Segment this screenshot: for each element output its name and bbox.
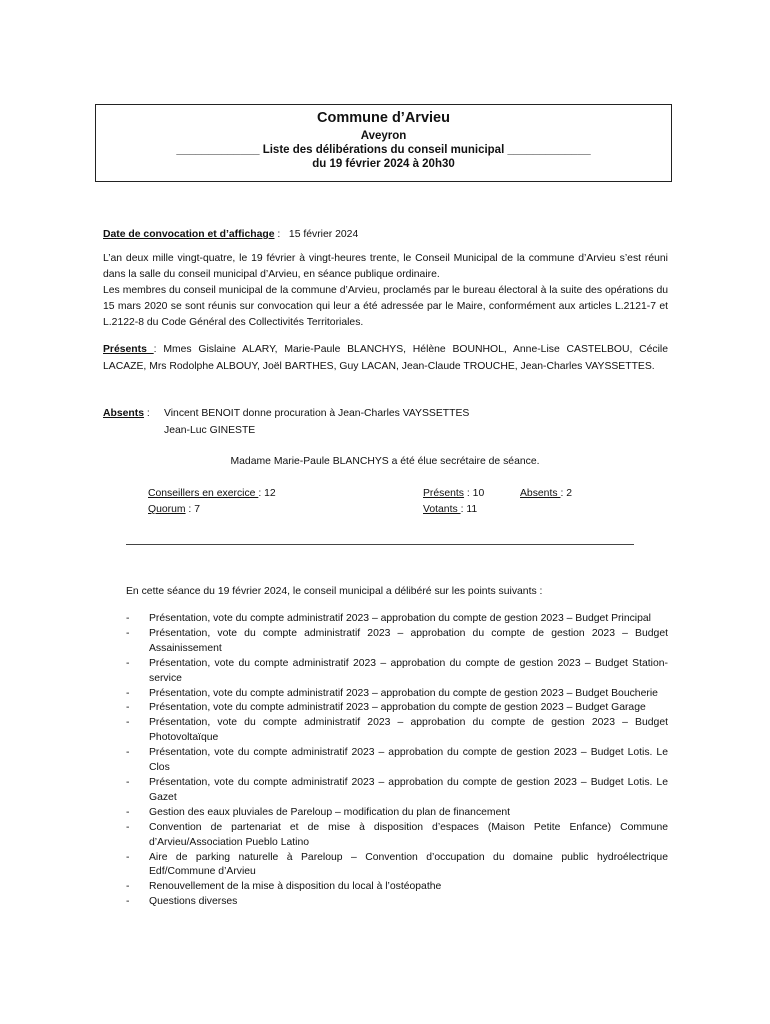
deliberation-item-text: Présentation, vote du compte administratif 2023 – approbation du compte de gestion 2023 – Budget Station-service — [149, 657, 668, 684]
presents-list: : Mmes Gislaine ALARY, Marie-Paule BLANCHYS, Hélène BOUNHOL, Anne-Lise CASTELBOU, Cécile LACAZE, Mrs Rodolphe ALBOUY, Joël BARTHES, Guy LACAN, Jean-Claude TROUCHE, Jean-Charles VAYSSETTES. — [103, 344, 668, 372]
department: Aveyron — [360, 130, 407, 142]
stats-right — [520, 486, 572, 502]
convocation-line — [103, 227, 668, 243]
bullet-dash: - — [126, 851, 130, 863]
bullet-dash: - — [126, 776, 130, 788]
presents-count-label: Présents — [423, 488, 465, 499]
absent-line-2: Jean-Luc GINESTE — [164, 425, 256, 436]
presents-label: Présents — [103, 344, 154, 355]
deliberation-item-text: Présentation, vote du compte administratif 2023 – approbation du compte de gestion 2023 – Budget Principal — [149, 613, 651, 624]
quorum-label: Quorum — [148, 504, 186, 515]
intro-paragraph-2: Les membres du conseil municipal de la commune d’Arvieu, proclamés par le bureau électoral à la suite des opérations du 15 mars 2020 se sont réunis sur convocation qui leur a été adressée par le Maire, conformément aux articles L.2121-7 et L.2122-8 du Code Général des Collectivités Territoriales. — [103, 285, 668, 328]
header-box — [95, 104, 672, 182]
deliberations-list — [126, 612, 668, 910]
list-item — [126, 806, 668, 821]
intro-paragraph-1: L’an deux mille vingt-quatre, le 19 février à vingt-heures trente, le Conseil Municipal de la commune d’Arvieu s’est réuni dans la salle du conseil municipal d’Arvieu, en séance publique ordinaire. — [103, 253, 668, 280]
conseillers-label: Conseillers en exercice — [148, 488, 259, 499]
list-item — [126, 880, 668, 895]
bullet-dash: - — [126, 657, 130, 669]
secretary-line: Madame Marie-Paule BLANCHYS a été élue secrétaire de séance. — [230, 456, 540, 467]
list-item — [126, 612, 668, 627]
section-divider — [126, 544, 634, 545]
bullet-dash: - — [126, 702, 130, 714]
stats-middle — [423, 486, 484, 518]
bullet-dash: - — [126, 896, 130, 908]
convocation-separator: : — [274, 229, 289, 240]
bullet-dash: - — [126, 881, 130, 893]
votants-count: : 11 — [460, 504, 478, 515]
list-item — [126, 851, 668, 881]
list-item — [126, 895, 668, 910]
document-subtitle: _____________ Liste des délibérations du conseil municipal _____________ — [176, 144, 591, 156]
deliberation-item-text: Convention de partenariat et de mise à disposition d’espaces (Maison Petite Enfance) Commune d’Arvieu/Association Pueblo Latino — [149, 821, 668, 848]
list-item — [126, 687, 668, 702]
absents-separator: : — [144, 408, 150, 419]
bullet-dash: - — [126, 717, 130, 729]
deliberation-item-text: Présentation, vote du compte administratif 2023 – approbation du compte de gestion 2023 – Budget Boucherie — [149, 687, 658, 699]
presents-count: : 10 — [464, 488, 485, 499]
deliberation-item-text: Présentation, vote du compte administratif 2023 – approbation du compte de gestion 2023 – Budget Garage — [149, 702, 646, 714]
bullet-dash: - — [126, 687, 130, 699]
absent-line-1: Vincent BENOIT donne procuration à Jean-Charles VAYSSETTES — [164, 408, 470, 419]
deliberation-item-text: Présentation, vote du compte administratif 2023 – approbation du compte de gestion 2023 – Budget Photovoltaïque — [149, 717, 668, 744]
commune-title: Commune d’Arvieu — [317, 110, 450, 126]
absents-block — [103, 405, 668, 439]
list-item — [126, 716, 668, 746]
bullet-dash: - — [126, 806, 130, 818]
list-item — [126, 701, 668, 716]
list-item — [126, 746, 668, 776]
bullet-dash: - — [126, 627, 130, 639]
bullet-dash: - — [126, 613, 130, 624]
votants-label: Votants — [423, 504, 461, 515]
list-item — [126, 821, 668, 851]
quorum-value: : 7 — [185, 504, 200, 515]
deliberation-item-text: Questions diverses — [149, 896, 238, 908]
list-item — [126, 657, 668, 687]
list-item — [126, 627, 668, 657]
deliberation-item-text: Présentation, vote du compte administratif 2023 – approbation du compte de gestion 2023 – Budget Lotis. Le Clos — [149, 747, 668, 774]
absents-label: Absents — [103, 408, 144, 419]
stats-left — [148, 486, 276, 518]
session-date: du 19 février 2024 à 20h30 — [312, 158, 455, 170]
deliberations-intro: En cette séance du 19 février 2024, le conseil municipal a délibéré sur les points suivants : — [126, 586, 543, 597]
deliberation-item-text: Aire de parking naturelle à Pareloup – Convention d’occupation du domaine public hydroélectrique Edf/Commune d’Arvieu — [149, 851, 668, 878]
deliberation-item-text: Présentation, vote du compte administratif 2023 – approbation du compte de gestion 2023 – Budget Lotis. Le Gazet — [149, 776, 668, 803]
deliberation-item-text: Présentation, vote du compte administratif 2023 – approbation du compte de gestion 2023 – Budget Assainissement — [149, 627, 668, 654]
deliberation-item-text: Renouvellement de la mise à disposition du local à l’ostéopathe — [149, 881, 442, 893]
absents-count: : 2 — [560, 488, 572, 499]
list-item — [126, 776, 668, 806]
presents-paragraph — [103, 341, 668, 375]
convocation-label: Date de convocation et d’affichage — [103, 229, 275, 240]
bullet-dash: - — [126, 747, 130, 759]
convocation-date: 15 février 2024 — [288, 229, 359, 240]
absents-count-label: Absents — [520, 488, 561, 499]
conseillers-value: : 12 — [258, 488, 276, 499]
bullet-dash: - — [126, 821, 130, 833]
deliberation-item-text: Gestion des eaux pluviales de Pareloup – modification du plan de financement — [149, 806, 511, 818]
